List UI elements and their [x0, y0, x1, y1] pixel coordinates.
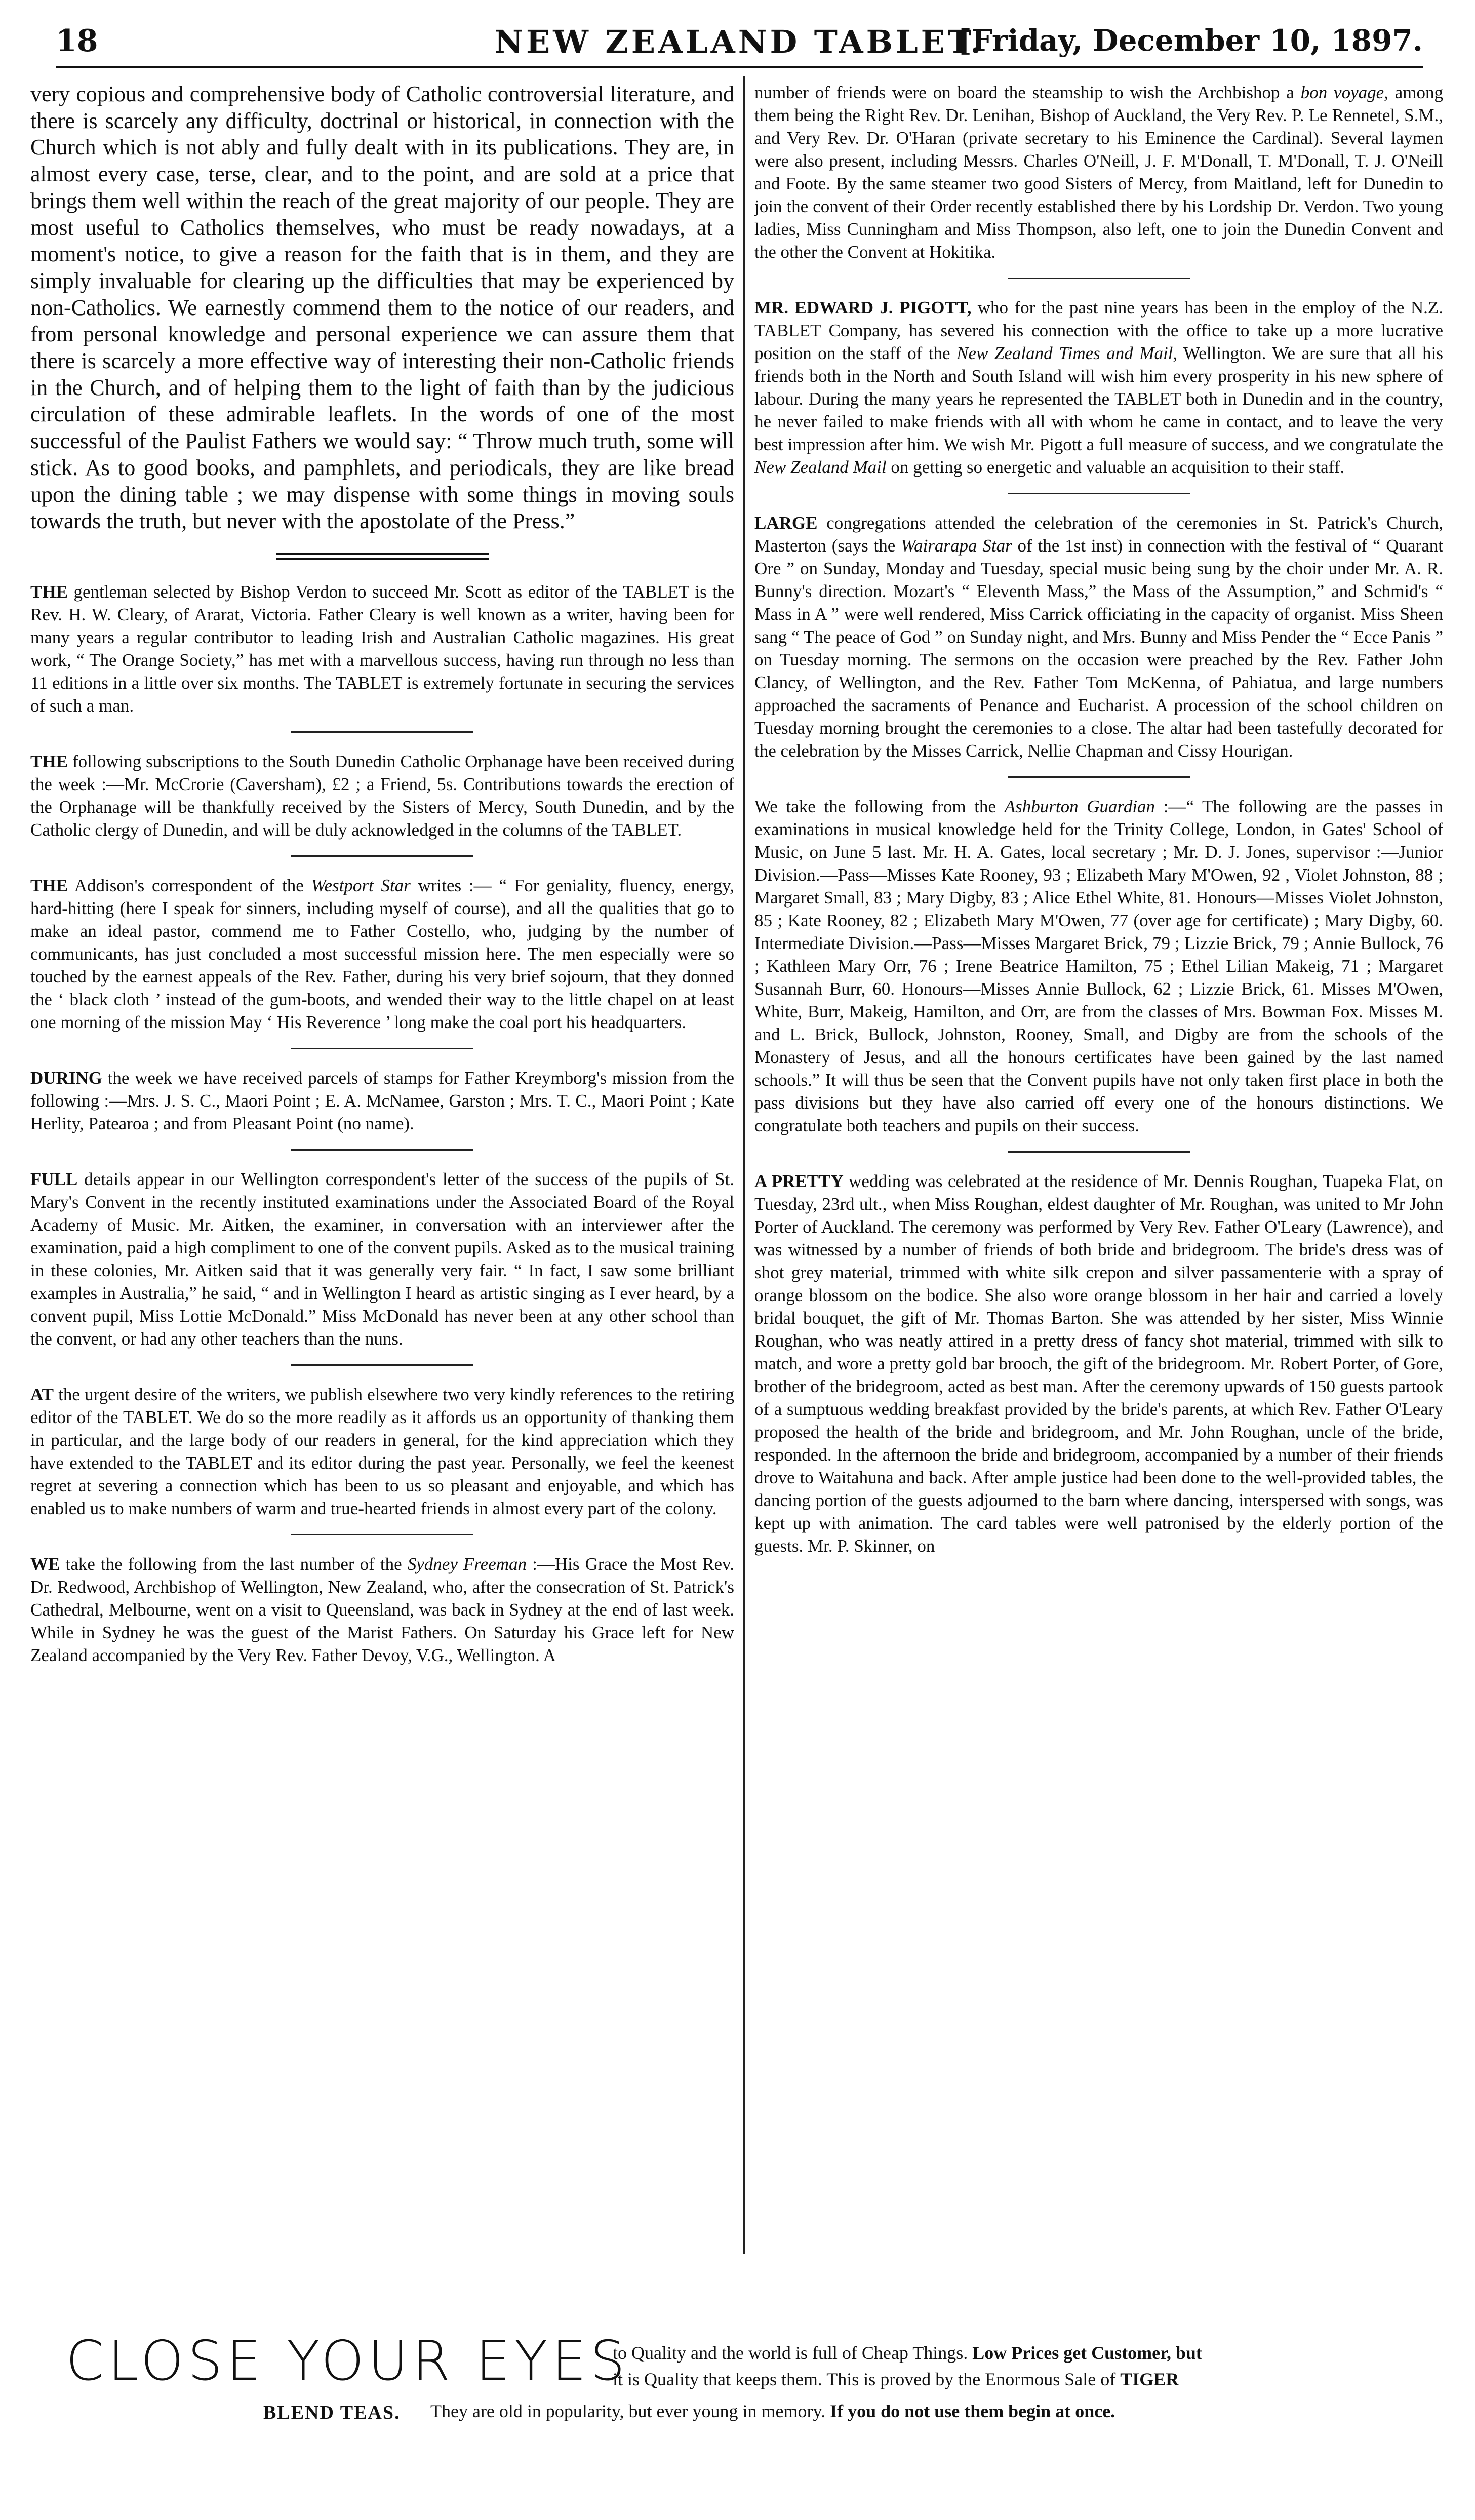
paragraph-lead-word: A PRETTY	[754, 1171, 844, 1191]
paragraph-lead-word: MR. EDWARD J. PIGOTT,	[754, 298, 972, 318]
paragraph-masterton	[754, 511, 1443, 762]
paragraph-new-editor	[30, 580, 734, 717]
paragraph-text: gentleman selected by Bishop Verdon to succeed Mr. Scott as editor of the TABLET is the Rev. H. W. Cleary, of Ararat, Victoria. Father Cleary is well known as a writer, having been for many years a regular contributor to leading Irish and Australian Catholic magazines. His great work, “ The Orange Society,” has met with a marvellous success, having run through no less than 11 editions in a little over six months. The TABLET is extremely fortunate in securing the services of such a man.	[30, 581, 734, 716]
paragraph-divider	[291, 731, 473, 733]
paragraph-lead-word: AT	[30, 1384, 54, 1404]
section-divider	[276, 553, 489, 560]
issue-date: [Friday, December 10, 1897.	[958, 23, 1423, 58]
publication-name: Wairarapa Star	[901, 536, 1012, 556]
advert-brand: BLEND TEAS.	[263, 2402, 401, 2423]
paragraph-text: , among them being the Right Rev. Dr. Lenihan, Bishop of Auckland, the Very Rev. P. Le Rennetel, S.M., and Very Rev. Dr. O'Haran (private secretary to his Eminence the Cardinal). Several laymen were also present, including Messrs. Charles O'Neill, J. F. M'Donall, T. M'Donall, T. J. O'Neill and Foote. By the same steamer two good Sisters of Mercy, from Maitland, left for Dunedin to join the convent of their Order recently established there by his Lordship Dr. Verdon. Two young ladies, Miss Cunningham and Miss Thompson, also left, one to join the Dunedin Convent and the other the Convent at Hokitika.	[754, 83, 1443, 262]
masthead-title: NEW ZEALAND TABLET.	[494, 23, 984, 60]
paragraph-divider	[1008, 493, 1190, 494]
paragraph-text: We take the following from the	[754, 797, 1005, 816]
advert-text: If you do not use them begin at once.	[830, 2401, 1115, 2421]
advert-text: Low Prices get Customer, but	[972, 2343, 1202, 2363]
page-header	[56, 20, 1423, 68]
paragraph-lead-word: LARGE	[754, 513, 818, 533]
paragraph-westport	[30, 874, 734, 1034]
publication-name: Ashburton Guardian	[1004, 797, 1155, 816]
paragraph-divider	[1008, 1151, 1190, 1153]
paragraph-text: details appear in our Wellington correspondent's letter of the success of the pupils of St. Mary's Convent in the recently instituted examinations under the Associated Board of the Royal Academy of Music. Mr. Aitken, the examiner, in conversation with an interviewer after the examination, paid a high compliment to one of the convent pupils. Asked as to the musical training in these colonies, Mr. Aitken said that it was generally very fair. “ In fact, I saw some brilliant examples in Australia,” he said, “ and in Wellington I heard as artistic singing as I ever heard, by a convent pupil, Miss Lottie McDonald.” Miss McDonald has never been at any other school than the convent, or had any other teachers than the nuns.	[30, 1169, 734, 1349]
paragraph-text: congregations attended the celebration of the ceremonies in St. Patrick's Church, Masterton (says the	[754, 513, 1443, 556]
paragraph-text: the week we have received parcels of stamps for Father Kreymborg's mission from the following :—Mrs. J. S. C., Maori Point ; E. A. McNamee, Garston ; Mrs. T. C., Maori Point ; Kate Herlity, Patearoa ; and from Pleasant Point (no name).	[30, 1068, 734, 1133]
paragraph-editor-farewell	[30, 1383, 734, 1520]
paragraph-text: :—“ The following are the passes in examinations in musical knowledge held for the Trinity College, London, in Gates' School of Music, on June 5 last. Mr. H. A. Gates, local secretary ; Mr. D. J. Jones, supervisor :—Junior Division.—Pass—Misses Kate Rooney, 93 ; Elizabeth Mary M'Owen, 92 , Violet Johnston, 88 ; Margaret Small, 83 ; Mary Digby, 83 ; Alice Ethel White, 81. Honours—Misses Violet Johnston, 85 ; Kate Rooney, 82 ; Elizabeth Mary M'Owen, 77 (over age for certificate) ; Mary Digby, 60. Intermediate Division.—Pass—Misses Margaret Brick, 79 ; Lizzie Brick, 79 ; Annie Bullock, 76 ; Kathleen Mary Orr, 76 ; Irene Beatrice Hamilton, 75 ; Ethel Lilian Makeig, 71 ; Margaret Susannah Burr, 60. Honours—Misses Annie Bullock, 62 ; Lizzie Brick, 61. Misses M'Owen, White, Burr, Makeig, Hamilton, and Orr, are from the classes of Mrs. Bowman Fox. Misses M. and L. Brick, Bullock, Johnston, Rooney, Small, and Digby are from the schools of the Monastery of Jesus, and all the honours certificates have been gained by the last named schools.” It will thus be seen that the Convent pupils have not only taken first place in both the pass divisions but they have also carried off every one of the honours distinctions. We congratulate both teachers and pupils on their success.	[754, 797, 1443, 1135]
paragraph-music-exam	[30, 1168, 734, 1350]
paragraph-text: take the following from the last number of the	[60, 1554, 408, 1574]
paragraph-text: writes :— “ For geniality, fluency, energy, hard-hitting (here I speak for sinners, including myself of course), and all the qualities that go to make an ideal pastor, commend me to Father Costello, who, judging by the number of communicants, has just concluded a most successful mission here. The men especially were so touched by the earnest appeals of the Rev. Father, during his very brief sojourn, that they donned the ‘ black cloth ’ instead of the gum-boots, and wended their way to the little chapel on at least one morning of the mission May ‘ His Reverence ’ long make the coal port his headquarters.	[30, 875, 734, 1032]
advert-brand: TIGER	[1120, 2369, 1179, 2389]
advert-tagline	[430, 2400, 1115, 2422]
right-column	[754, 81, 1443, 2254]
tea-advertisement	[46, 2330, 1443, 2461]
foreign-phrase: bon voyage	[1300, 83, 1384, 102]
paragraph-divider	[1008, 278, 1190, 279]
paragraph-wedding	[754, 1170, 1443, 1557]
advert-text: it is Quality that keeps them. This is proved by the Enormous Sale of	[613, 2369, 1121, 2389]
column-divider	[743, 76, 745, 2254]
paragraph-pigott	[754, 296, 1443, 479]
paragraph-text: :—His Grace the Most Rev. Dr. Redwood, Archbishop of Wellington, New Zealand, who, after the consecration of St. Patrick's Cathedral, Melbourne, went on a visit to Queensland, was back in Sydney at the end of last week. While in Sydney he was the guest of the Marist Fathers. On Saturday his Grace left for New Zealand accompanied by the Very Rev. Father Devoy, V.G., Wellington. A	[30, 1554, 734, 1665]
publication-name: Sydney Freeman	[407, 1554, 527, 1574]
paragraph-archbishop	[30, 1553, 734, 1667]
page-number: 18	[56, 23, 98, 59]
paragraph-text: , Wellington. We are sure that all his friends both in the North and South Island will wish him every prosperity in his new sphere of labour. During the many years he represented the TABLET both in Dunedin and in the country, he never failed to make friends with all with whom he came in contact, and to leave the very best impression after him. We wish Mr. Pigott a full measure of success, and we congratulate the	[754, 343, 1443, 454]
paragraph-text: the urgent desire of the writers, we publish elsewhere two very kindly references to the retiring editor of the TABLET. We do so the more readily as it affords us an opportunity of thanking them in particular, and the large body of our readers in general, for the kind appreciation which they have extended to the TABLET and its editor during the past year. Personally, we feel the keenest regret at severing a connection which has been to us so pleasant and enjoyable, and which has enabled us to make numbers of warm and true-hearted friends in almost every part of the colony.	[30, 1384, 734, 1518]
paragraph-text: number of friends were on board the steamship to wish the Archbishop a	[754, 83, 1301, 102]
paragraph-archbishop-continued	[754, 81, 1443, 263]
paragraph-lead-word: WE	[30, 1554, 60, 1574]
paragraph-text: of the 1st inst) in connection with the festival of “ Quarant Ore ” on Sunday, Monday and Tuesday, special music being sung by the choir under Mr. A. R. Bunny's direction. Mozart's “ Eleventh Mass,” the Mass of the Assumption,” and Schmid's “ Mass in A ” were well rendered, Miss Carrick officiating in the capacity of organist. Miss Sheen sang “ The peace of God ” on Sunday night, and Mrs. Bunny and Miss Pender the “ Ecce Panis ” on Tuesday morning. The sermons on the occasion were preached by the Rev. Father John Clancy, of Wellington, and the Rev. Father Tom McKenna, of Pahiatua, and large numbers approached the sacraments of Penance and Eucharist. A procession of the school children on Tuesday morning brought the ceremonies to a close. The altar had been tastefully decorated for the celebration by the Misses Carrick, Nellie Chapman and Cissy Hourigan.	[754, 536, 1443, 761]
paragraph-text: wedding was celebrated at the residence of Mr. Dennis Roughan, Tuapeka Flat, on Tuesday, 23rd ult., when Miss Roughan, eldest daughter of Mr. Roughan, was united to Mr John Porter of Auckland. The ceremony was performed by Very Rev. Father O'Leary (Lawrence), and was witnessed by a number of friends of both bride and bridegroom. The bride's dress was of shot grey material, trimmed with white silk crepon and silver passamenterie with a spray of orange blossom on the bodice. She also wore orange blossom in her hair and carried a lovely bridal bouquet, the gift of Mr. Thomas Barton. She was attended by her sister, Miss Winnie Roughan, who was neatly attired in a pretty dress of fancy shot material, trimmed with silk to match, and wore a pretty gold bar brooch, the gift of the bridegroom. Mr. Robert Porter, of Gore, brother of the bridegroom, acted as best man. After the ceremony upwards of 150 guests partook of a sumptuous wedding breakfast provided by the bride's parents, at which Rev. Father O'Leary proposed the health of the bride and bridegroom, and Mr. John Roughan, uncle of the bride, responded. In the afternoon the bride and bridegroom, accompanied by a number of their friends drove to Waitahuna and back. After ample justice had been done to the well-provided tables, the dancing portion of the guests adjourned to the barn where dancing, interspersed with songs, was kept up with animation. The card tables were well patronised by the elderly portion of the guests. Mr. P. Skinner, on	[754, 1171, 1443, 1556]
paragraph-lead-word: THE	[30, 581, 68, 602]
paragraph-divider	[291, 1364, 473, 1366]
paragraph-lead-word: DURING	[30, 1068, 102, 1088]
advert-headline: CLOSE YOUR EYES	[66, 2330, 629, 2393]
publication-name: Westport Star	[311, 875, 411, 895]
paragraph-divider	[1008, 776, 1190, 778]
paragraph-text: on getting so energetic and valuable an acquisition to their staff.	[886, 457, 1345, 477]
paragraph-divider	[291, 1048, 473, 1049]
paragraph-lead-word: FULL	[30, 1169, 78, 1189]
paragraph-lead-word: THE	[30, 751, 68, 771]
paragraph-divider	[291, 1149, 473, 1151]
paragraph-divider	[291, 1534, 473, 1535]
paragraph-text: who for the past nine years has been in the employ of the N.Z. TABLET Company, has severed his connection with the office to take up a more lucrative position on the staff of the	[754, 298, 1443, 363]
paragraph-divider	[291, 855, 473, 857]
paragraph-orphanage	[30, 750, 734, 841]
paragraph-stamps	[30, 1067, 734, 1135]
paragraph-text: following subscriptions to the South Dunedin Catholic Orphanage have been received during the week :—Mr. McCrorie (Caversham), £2 ; a Friend, 5s. Contributions towards the erection of the Orphanage will be thankfully received by the Sisters of Mercy, South Dunedin, and by the Catholic clergy of Dunedin, and will be duly acknowledged in the columns of the TABLET.	[30, 751, 734, 840]
advert-text: They are old in popularity, but ever young in memory.	[430, 2401, 830, 2421]
article-continuation: very copious and comprehensive body of Catholic controversial literature, and there is scarcely any difficulty, doctrinal or historical, in connection with the Church which is not ably and fully dealt with in its publications. They are, in almost every case, terse, clear, and to the point, and are sold at a price that brings them well within the reach of the great majority of our people. They are most useful to Catholics themselves, who must be ready nowadays, at a moment's notice, to give a reason for the faith that is in them, and they are simply invaluable for clearing up the difficulties that may be experienced by non-Catholics. We earnestly commend them to the notice of our readers, and from personal knowledge and personal experience we can assure them that there is scarcely a more effective way of interesting their non-Catholic friends in the Church, and of helping them to the light of faith than by the judicious circulation of these admirable leaflets. In the words of one of the most successful of the Paulist Fathers we would say: “ Throw much truth, some will stick. As to good books, and pamphlets, and periodicals, they are like bread upon the dining table ; we may dispense with some things in moving souls towards the truth, but never with the apostolate of the Press.”	[30, 82, 734, 534]
left-column	[30, 81, 734, 2254]
paragraph-text: Addison's correspondent of the	[67, 875, 311, 895]
advert-body	[613, 2340, 1433, 2392]
advert-text: to Quality and the world is full of Cheap Things.	[613, 2343, 973, 2363]
publication-name: New Zealand Mail	[754, 457, 887, 477]
paragraph-ashburton	[754, 795, 1443, 1137]
paragraph-lead-word: THE	[30, 875, 68, 895]
publication-name: New Zealand Times and Mail	[956, 343, 1173, 363]
